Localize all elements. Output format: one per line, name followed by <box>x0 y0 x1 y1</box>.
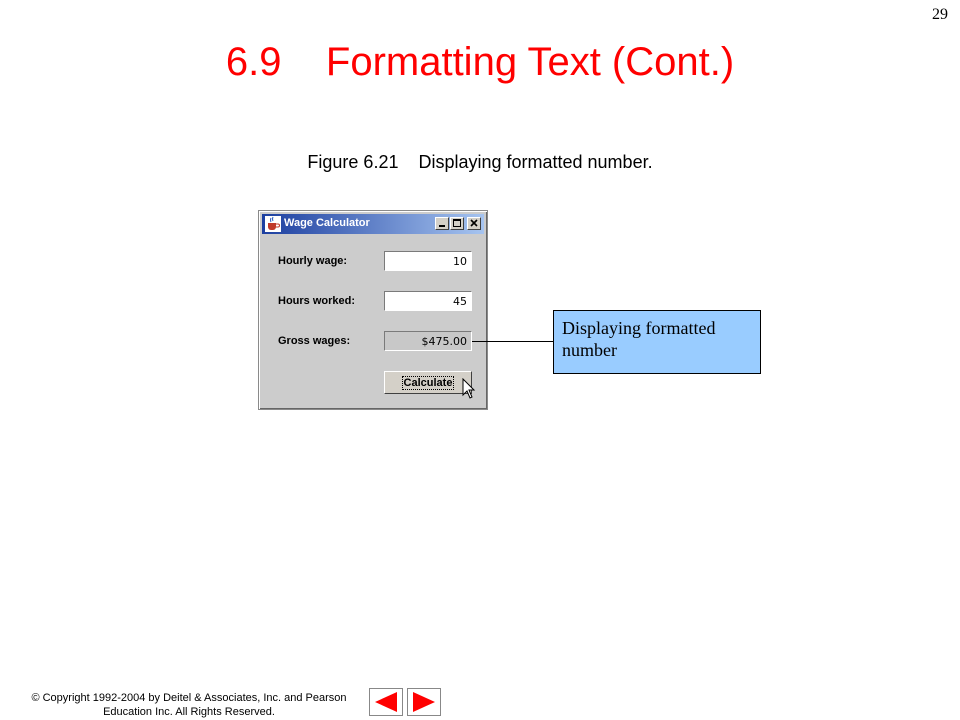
left-arrow-icon <box>373 691 399 713</box>
next-slide-button[interactable] <box>407 688 441 716</box>
java-cup-icon <box>265 216 281 232</box>
callout-connector <box>472 341 554 342</box>
close-button[interactable] <box>467 217 481 230</box>
hours-worked-input[interactable]: 45 <box>384 291 472 311</box>
page-number: 29 <box>932 6 948 23</box>
close-icon <box>468 218 480 229</box>
figure-caption: Figure 6.21 Displaying formatted number. <box>307 152 653 172</box>
calculate-button-label: Calculate <box>403 377 453 389</box>
wage-calculator-window <box>258 210 488 410</box>
mouse-cursor-icon <box>462 378 476 400</box>
copyright-line-2: Education Inc. All Rights Reserved. <box>103 706 275 718</box>
slide-title: 6.9 Formatting Text (Cont.) <box>225 40 735 84</box>
hours-worked-label: Hours worked: <box>278 295 356 307</box>
gross-wages-output: $475.00 <box>384 331 472 351</box>
maximize-button[interactable] <box>450 217 464 230</box>
gross-wages-label: Gross wages: <box>278 335 351 347</box>
callout-box: Displaying formatted number <box>553 310 761 374</box>
copyright-line-1: © Copyright 1992-2004 by Deitel & Associates, Inc. and Pearson <box>31 692 347 704</box>
copyright-notice <box>14 691 364 719</box>
window-title: Wage Calculator <box>284 217 370 229</box>
minimize-button[interactable] <box>435 217 449 230</box>
calculate-button[interactable] <box>384 371 472 394</box>
hourly-wage-input[interactable]: 10 <box>384 251 472 271</box>
hourly-wage-label: Hourly wage: <box>278 255 348 267</box>
right-arrow-icon <box>411 691 437 713</box>
window-titlebar[interactable] <box>262 214 484 234</box>
minimize-icon <box>436 218 448 229</box>
maximize-icon <box>451 218 463 229</box>
previous-slide-button[interactable] <box>369 688 403 716</box>
